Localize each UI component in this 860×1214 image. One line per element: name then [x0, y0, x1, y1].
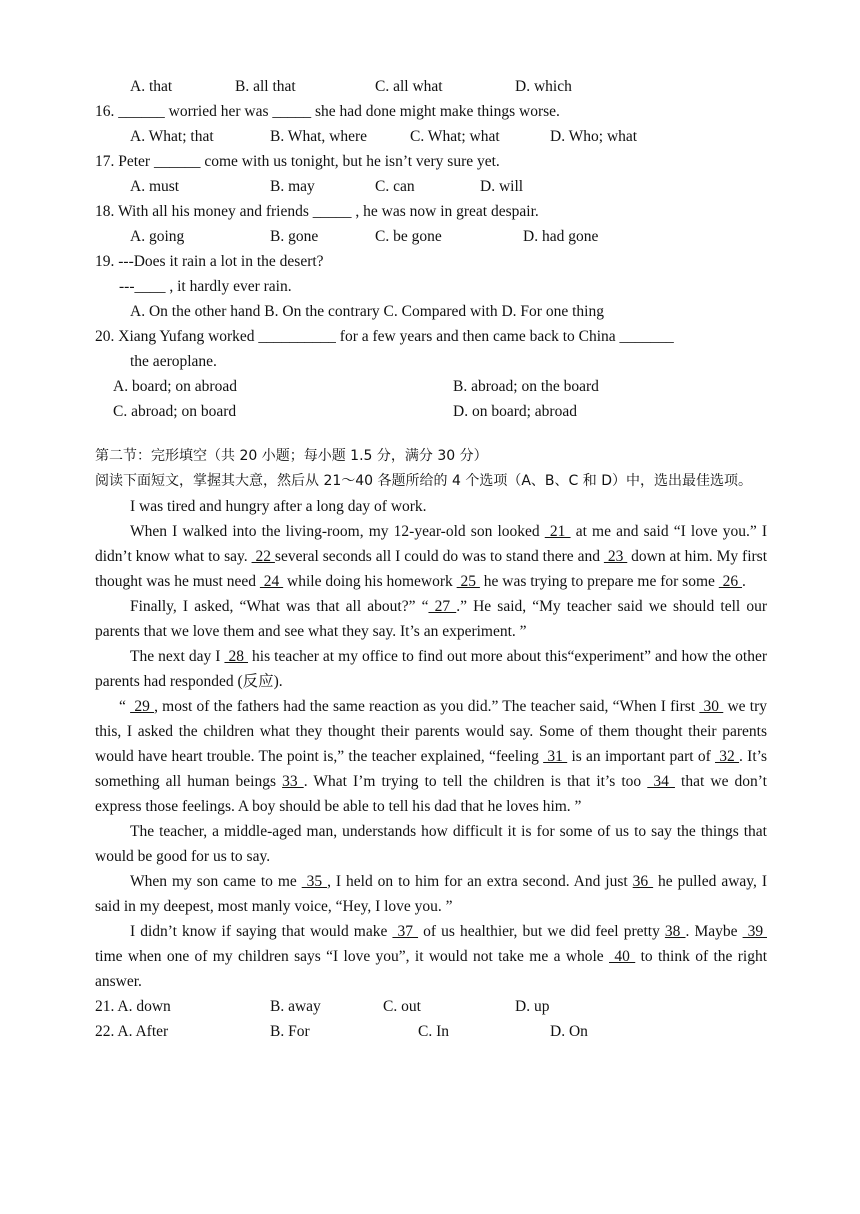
option-d: D. on board; abroad	[453, 403, 577, 420]
passage-paragraph: When I walked into the living-room, my 12-year-old son looked 21 at me and said “I love you.” I didn’t know what to say. 22 several seconds all I could do was to stand there and 23 down at him. My first thought was he must need 24 while doing his homework 25 he was trying to prepare me for some 26 .	[95, 523, 768, 590]
blank-23: 23	[603, 548, 628, 565]
q19-stem-reply: ---____ , it hardly ever rain.	[119, 278, 292, 295]
q20-stem-cont: the aeroplane.	[130, 353, 217, 370]
q19-options: A. On the other hand B. On the contrary C. Compared with D. For one thing	[130, 303, 604, 320]
option-b: B. gone	[270, 228, 319, 245]
blank-39: 39	[742, 923, 768, 940]
option-c: C. be gone	[375, 228, 442, 245]
blank-30: 30	[699, 698, 724, 715]
blank-24: 24	[259, 573, 284, 590]
passage-paragraph: “ 29 , most of the fathers had the same reaction as you did.” The teacher said, “When I first 30 we try this, I asked the children what they thought their parents would say. Some of them thought their parents would have heart trouble. The point is,” the teacher explained, “feeling 31 is an important part of 32 . It’s something all human beings 33 . What I’m trying to tell the children is that it’s too 34 that we don’t express those feelings. A boy should be able to tell his dad that he loves him. ”	[95, 698, 768, 815]
option-b: B. all that	[235, 78, 296, 95]
blank-40: 40	[609, 948, 636, 965]
option-a: A. that	[130, 78, 173, 95]
q17-options	[95, 174, 767, 199]
option-b: B. may	[270, 178, 315, 195]
blank-34: 34	[647, 773, 675, 790]
option-a: A. What; that	[130, 128, 214, 145]
option-b: B. What, where	[270, 128, 367, 145]
blank-37: 37	[392, 923, 419, 940]
option-b: B. abroad; on the board	[453, 378, 599, 395]
option-a: A. going	[130, 228, 185, 245]
blank-26: 26	[718, 573, 743, 590]
passage-paragraph: The teacher, a middle-aged man, understands how difficult it is for some of us to say the things that would be good for us to say.	[95, 823, 767, 865]
option-c: C. all what	[375, 78, 443, 95]
blank-32: 32	[715, 748, 740, 765]
blank-21: 21	[544, 523, 571, 540]
option-d: D. had gone	[523, 228, 599, 245]
q20-options-row1	[95, 374, 767, 399]
exam-content	[95, 74, 767, 1044]
blank-28: 28	[224, 648, 249, 665]
section-instruction: 阅读下面短文，掌握其大意，然后从 21～40 各题所给的 4 个选项（A、B、C 和 D）中，选出最佳选项。	[95, 473, 752, 489]
q21-options	[95, 994, 767, 1019]
option-c: C. out	[383, 998, 421, 1015]
option-a: 21. A. down	[95, 998, 171, 1015]
q18-stem: 18. With all his money and friends _____ , he was now in great despair.	[95, 203, 539, 220]
option-b: B. For	[270, 1023, 310, 1040]
option-b: B. away	[270, 998, 321, 1015]
blank-35: 35	[301, 873, 328, 890]
option-a: A. must	[130, 178, 180, 195]
passage-paragraph: Finally, I asked, “What was that all about?” “ 27 .” He said, “My teacher said we should tell our parents that we love them and see what they say. It’s an experiment. ”	[95, 598, 767, 640]
option-c: C. can	[375, 178, 415, 195]
passage-paragraph: I was tired and hungry after a long day of work.	[130, 498, 427, 515]
q15-options	[95, 74, 767, 99]
option-d: D. up	[515, 998, 550, 1015]
q16-stem: 16. ______ worried her was _____ she had done might make things worse.	[95, 103, 560, 120]
option-a: 22. A. After	[95, 1023, 169, 1040]
q19-stem: 19. ---Does it rain a lot in the desert?	[95, 253, 324, 270]
option-c: C. What; what	[410, 128, 500, 145]
option-d: D. Who; what	[550, 128, 638, 145]
passage-paragraph: I didn’t know if saying that would make 37 of us healthier, but we did feel pretty 38 . Maybe 39 time when one of my children says “I love you”, it would not take me a whole 40 to think of the right answer.	[95, 923, 768, 990]
blank-33: 33	[282, 773, 304, 790]
option-d: D. On	[550, 1023, 588, 1040]
q16-options	[95, 124, 767, 149]
option-c: C. abroad; on board	[113, 403, 237, 420]
option-d: D. which	[515, 78, 572, 95]
q17-stem: 17. Peter ______ come with us tonight, but he isn’t very sure yet.	[95, 153, 500, 170]
option-c: C. In	[418, 1023, 449, 1040]
option-a: A. board; on abroad	[113, 378, 237, 395]
blank-29: 29	[130, 698, 155, 715]
q22-options	[95, 1019, 767, 1044]
blank-27: 27	[428, 598, 457, 615]
passage-paragraph: The next day I 28 his teacher at my office to find out more about this“experiment” and how the other parents had responded (反应).	[95, 648, 767, 690]
blank-22: 22	[251, 548, 275, 565]
q20-options-row2	[95, 399, 767, 424]
blank-25: 25	[456, 573, 480, 590]
q20-stem: 20. Xiang Yufang worked __________ for a few years and then came back to China _______	[95, 328, 674, 345]
option-d: D. will	[480, 178, 524, 195]
section-heading: 第二节：完形填空（共 20 小题；每小题 1.5 分，满分 30 分）	[95, 448, 488, 464]
q18-options	[95, 224, 767, 249]
blank-31: 31	[543, 748, 568, 765]
blank-36: 36	[632, 873, 654, 890]
blank-38: 38	[664, 923, 686, 940]
passage-paragraph: When my son came to me 35 , I held on to him for an extra second. And just 36 he pulled away, I said in my deepest, most manly voice, “Hey, I love you. ”	[95, 873, 767, 915]
